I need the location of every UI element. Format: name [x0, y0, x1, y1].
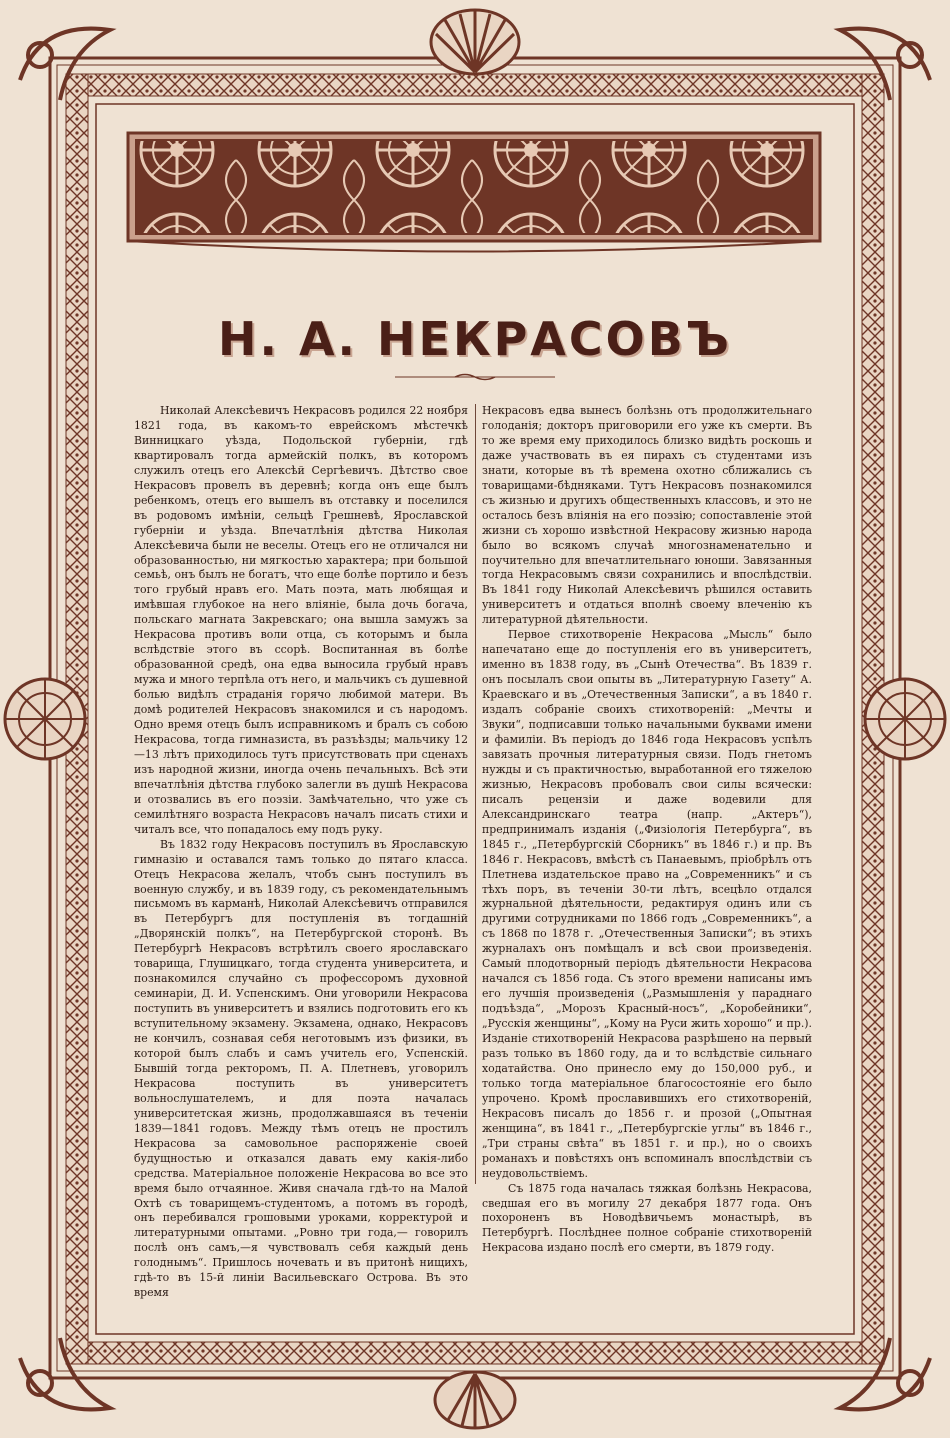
bottom-shell-ornament — [435, 1372, 515, 1428]
paragraph: Некрасовъ едва вынесъ болѣзнь отъ продолжительнаго голоданія; докторъ приговорили его уже къ смерти. Въ то же время ему приходилось близко видѣть роскошь и даже участвовать въ ея пирахъ съ студентами изъ знати, которые въ тѣ времена охотно сближались съ товарищами-бѣдняками. Тутъ Некрасовъ познакомился съ жизнью и другихъ общественныхъ классовъ, и это не осталось безъ вліянія на его поэзію; сопоставленіе этой жизни съ хорошо извѣстной Некрасову жизнью народа было во всякомъ случаѣ многознаменательно и поучительно для впечатлительнаго юноши. Завязанныя тогда Некрасовымъ связи сохранились и впослѣдствіи. Въ 1841 году Николай Алексѣевичъ рѣшился оставить университетъ и отдаться вполнѣ своему влеченію къ литературной дѣятельности. — [482, 404, 812, 627]
paragraph: Николай Алексѣевичъ Некрасовъ родился 22 ноября 1821 года, въ какомъ-то еврейскомъ мѣстечкѣ Винницкаго уѣзда, Подольской губерніи, гдѣ квартировалъ тогда армейскій полкъ, въ которомъ служилъ отецъ его Алексѣй Сергѣевичъ. Дѣтство свое Некрасовъ провелъ въ деревнѣ; когда онъ еще былъ ребенкомъ, отецъ его вышелъ въ отставку и поселился въ родовомъ имѣніи, сельцѣ Грешневѣ, Ярославской губерніи и уѣзда. Впечатлѣнія дѣтства Николая Алексѣевича были не веселы. Отецъ его не отличался ни образованностью, ни мягкостью характера; при большой семьѣ, онъ былъ не богатъ, что еще болѣе портило и безъ того грубый нравъ его. Мать поэта, мать любящая и имѣвшая глубокое на него вліяніе, была дочь богача, польскаго магната Закревскаго; она вышла замужъ за Некрасова противъ воли отца, съ которымъ и была вслѣдствіе этого въ ссорѣ. Воспитанная въ болѣе образованной средѣ, она едва выносила грубый нравъ мужа и много терпѣла отъ него, и мальчикъ съ душевной болью видѣлъ страданія горячо любимой матери. Въ домѣ родителей Некрасовъ знакомился и съ народомъ. Одно время отецъ былъ исправникомъ и бралъ съ собою Некрасова, тогда гимназиста, въ разъѣзды; мальчику 12—13 лѣтъ приходилось тутъ присутствовать при сценахъ изъ народной жизни, иногда очень печальныхъ. Всѣ эти впечатлѣнія дѣтства глубоко залегли въ душѣ Некрасова и отозвались въ его поэзіи. Замѣчательно, что уже съ семилѣтняго возраста Некрасовъ началъ писать стихи и читалъ все, что попадалось ему подъ руку. — [134, 404, 468, 836]
page-title: Н. А. НЕКРАСОВЪ — [217, 312, 733, 366]
right-medallion — [865, 679, 945, 759]
right-column — [482, 404, 812, 1256]
paragraph: Въ 1832 году Некрасовъ поступилъ въ Ярославскую гимназію и оставался тамъ только до пятаго класса. Отецъ Некрасова желалъ, чтобъ сынъ поступилъ въ военную службу, и въ 1839 году, съ рекомендательнымъ письмомъ въ карманѣ, Николай Алексѣевичъ отправился въ Петербургъ для поступленія въ тогдашній „Дворянскій полкъ“, на Петербургской сторонѣ. Въ Петербургѣ Некрасовъ встрѣтилъ своего ярославскаго товарища, Глушицкаго, тогда студента университета, и познакомился случайно съ профессоромъ духовной семинаріи, Д. И. Успенскимъ. Они уговорили Некрасова поступить въ университетъ и взялись подготовить его къ вступительному экзамену. Экзамена, однако, Некрасовъ не кончилъ, сознавая себя неготовымъ изъ физики, въ которой былъ слабъ и самъ учитель его, Успенскій. Бывшій тогда ректоромъ, П. А. Плетневъ, уговорилъ Некрасова поступить въ университетъ вольнослушателемъ, и для поэта началась университетская жизнь, продолжавшаяся въ теченіи 1839—1841 годовъ. Между тѣмъ отецъ не простилъ Некрасова за самовольное распоряженіе своей будущностью и отказался давать ему какія-либо средства. Матеріальное положеніе Некрасова во все это время было отчаянное. Живя сначала гдѣ-то на Малой Охтѣ съ товарищемъ-студентомъ, а потомъ въ городѣ, онъ перебивался грошовыми уроками, корректурой и литературными опытами. „Ровно три года,— говорилъ послѣ онъ самъ,—я чувствовалъ себя каждый день голоднымъ“. Пришлось ночевать и въ притонѣ нищихъ, гдѣ-то въ 15-й линіи Васильевскаго Острова. Въ это время — [134, 837, 468, 1300]
column-divider — [475, 404, 476, 1184]
paragraph: Первое стихотвореніе Некрасова „Мысль“ было напечатано еще до поступленія его въ университетъ, именно въ 1838 году, въ „Сынѣ Отечества“. Въ 1839 г. онъ посылалъ свои опыты въ „Литературную Газету“ А. Краевскаго и въ „Отечественныя Записки“, а въ 1840 г. издалъ собраніе своихъ стихотвореній: „Мечты и Звуки“, подписавши только начальными буквами имени и фамиліи. Въ періодъ до 1846 года Некрасовъ успѣлъ завязать прочныя литературныя связи. Подъ гнетомъ нужды и съ практичностью, выработанной его тяжелою жизнью, Некрасовъ пробовалъ свои силы всячески: писалъ рецензіи и даже водевили для Александринскаго театра (напр. „Актеръ“), предпринималъ изданія („Физіологія Петербурга“, въ 1845 г., „Петербургскій Сборникъ“ въ 1846 г.) и пр. Въ 1846 г. Некрасовъ, вмѣстѣ съ Панаевымъ, пріобрѣлъ отъ Плетнева издательское право на „Современникъ“ и съ тѣхъ поръ, въ теченіи 30-ти лѣтъ, всецѣло отдался журнальной дѣятельности, редактируя одинъ или съ другими сотрудниками по 1866 годъ „Современникъ“, а съ 1868 по 1878 г. „Отечественныя Записки“; въ этихъ журналахъ онъ помѣщалъ и всѣ свои произведенія. Самый плодотворный періодъ дѣятельности Некрасова начался съ 1856 года. Съ этого времени написаны имъ его лучшія произведенія („Размышленія у параднаго подъѣзда“, „Морозъ Красный-носъ“, „Коробейники“, „Русскія женщины“, „Кому на Руси жить хорошо“ и пр.). Изданіе стихотвореній Некрасова разрѣшено на первый разъ только въ 1860 году, да и то вслѣдствіе сильнаго ходатайства. Оно принесло ему до 150,000 руб., и только тогда матеріальное благосостояніе его было упрочено. Кромѣ прославившихъ его стихотвореній, Некрасовъ писалъ до 1856 г. и прозой („Опытная женщина“, въ 1841 г., „Петербургскіе углы“ въ 1846 г., „Три страны свѣта“ въ 1851 г. и пр.), но о своихъ романахъ и повѣстяхъ онъ вспоминалъ впослѣдствіи съ неудовольствіемъ. — [482, 628, 812, 1180]
paragraph: Съ 1875 года началась тяжкая болѣзнь Некрасова, сведшая его въ могилу 27 декабря 1877 года. Онъ похороненъ въ Новодѣвичьемъ монастырѣ, въ Петербургѣ. Послѣднее полное собраніе стихотвореній Некрасова издано послѣ его смерти, въ 1879 году. — [482, 1181, 812, 1255]
top-shell-ornament — [431, 10, 519, 74]
title-divider — [395, 372, 555, 382]
left-medallion — [5, 679, 85, 759]
left-column — [134, 404, 468, 1301]
